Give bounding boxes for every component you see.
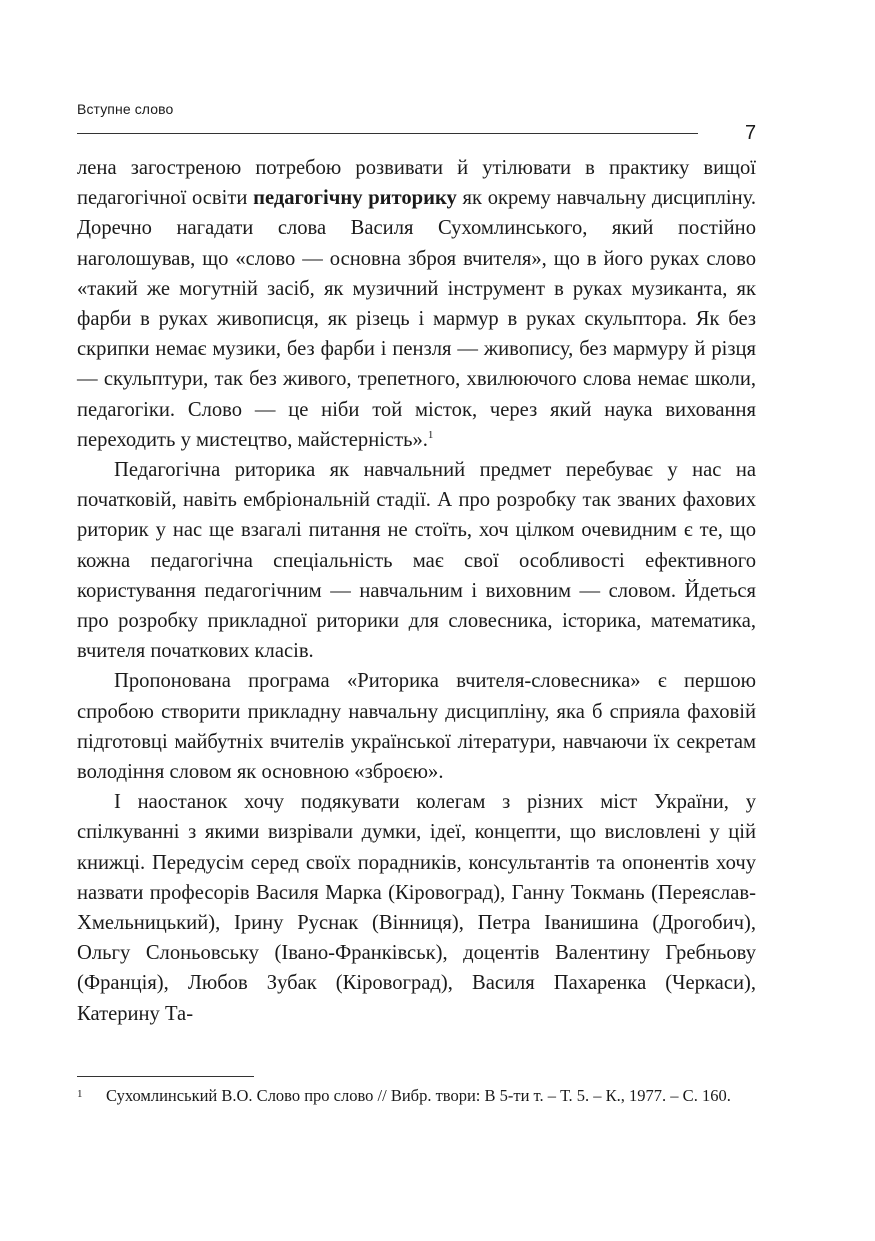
paragraph-3: Пропонована програма «Риторика вчителя-словесника» є першою спробою створити прикладну навчальну дисципліну, яка б сприяла фаховій підготовці майбутніх вчителів української літератури, навчаючи їх секретам володіння словом як основною «зброєю». bbox=[77, 670, 756, 784]
paragraph-1 bbox=[77, 153, 756, 455]
paragraph-1-text-b: як окрему навчальну дисципліну. Доречно нагадати слова Василя Сухомлинського, який постійно наголошував, що «слово — основна зброя вчителя», що в його руках слово «такий же могутній засіб, як музичний інструмент в руках музиканта, як фарби в руках живописця, як різець і мармур в руках скульптора. Як без скрипки немає музики, без фарби і пензля — живопису, без мармуру й різця — скульптури, так без живого, трепетного, хвилюючого слова немає школи, педагогіки. Слово — це ніби той місток, через який наука виховання переходить у мистецтво, майстерність». bbox=[77, 187, 756, 451]
paragraph-2: Педагогічна риторика як навчальний предмет перебуває у нас на початковій, навіть ембріональній стадії. А про розробку так званих фахових риторик у нас ще взагалі питання не стоїть, хоч цілком очевидним є те, що кожна педагогічна спеціальність має свої особливості ефективного користування педагогічним — навчальним і виховним — словом. Йдеться про розробку прикладної риторики для словесника, історика, математика, вчителя початкових класів. bbox=[77, 459, 756, 663]
header-rule bbox=[77, 133, 698, 134]
paragraph-4: І наостанок хочу подякувати колегам з різних міст України, у спілкуванні з якими визрівали думки, ідеї, концепти, що висловлені у цій книжці. Передусім серед своїх порадників, консультантів та опонентів хочу назвати професорів Василя Марка (Кіровоград), Ганну Токмань (Переяслав-Хмельницький), Ірину Руснак (Вінниця), Петра Іванишина (Дрогобич), Ольгу Слоньовську (Івано-Франківськ), доцентів Валентину Гребньову (Франція), Любов Зубак (Кіровоград), Василя Пахаренка (Черкаси), Катерину Та- bbox=[77, 791, 756, 1025]
footnote-rule bbox=[77, 1076, 254, 1077]
page-number: 7 bbox=[745, 122, 757, 144]
footnote-reference: 1 bbox=[427, 428, 434, 441]
running-head: Вступне слово bbox=[77, 101, 174, 117]
footnote-number: 1 bbox=[77, 1088, 83, 1100]
footnote bbox=[77, 1084, 756, 1108]
paragraph-1-text-a: лена загостреною потребою розвивати й утілювати в практику вищої педагогічної освіти bbox=[77, 157, 756, 210]
footnote-text: Сухомлинський В.О. Слово про слово // Вибр. твори: В 5-ти т. – Т. 5. – К., 1977. – С. 160. bbox=[106, 1086, 731, 1105]
paragraph-1-bold-term: педагогічну риторику bbox=[253, 187, 457, 210]
body-text bbox=[77, 153, 756, 1029]
